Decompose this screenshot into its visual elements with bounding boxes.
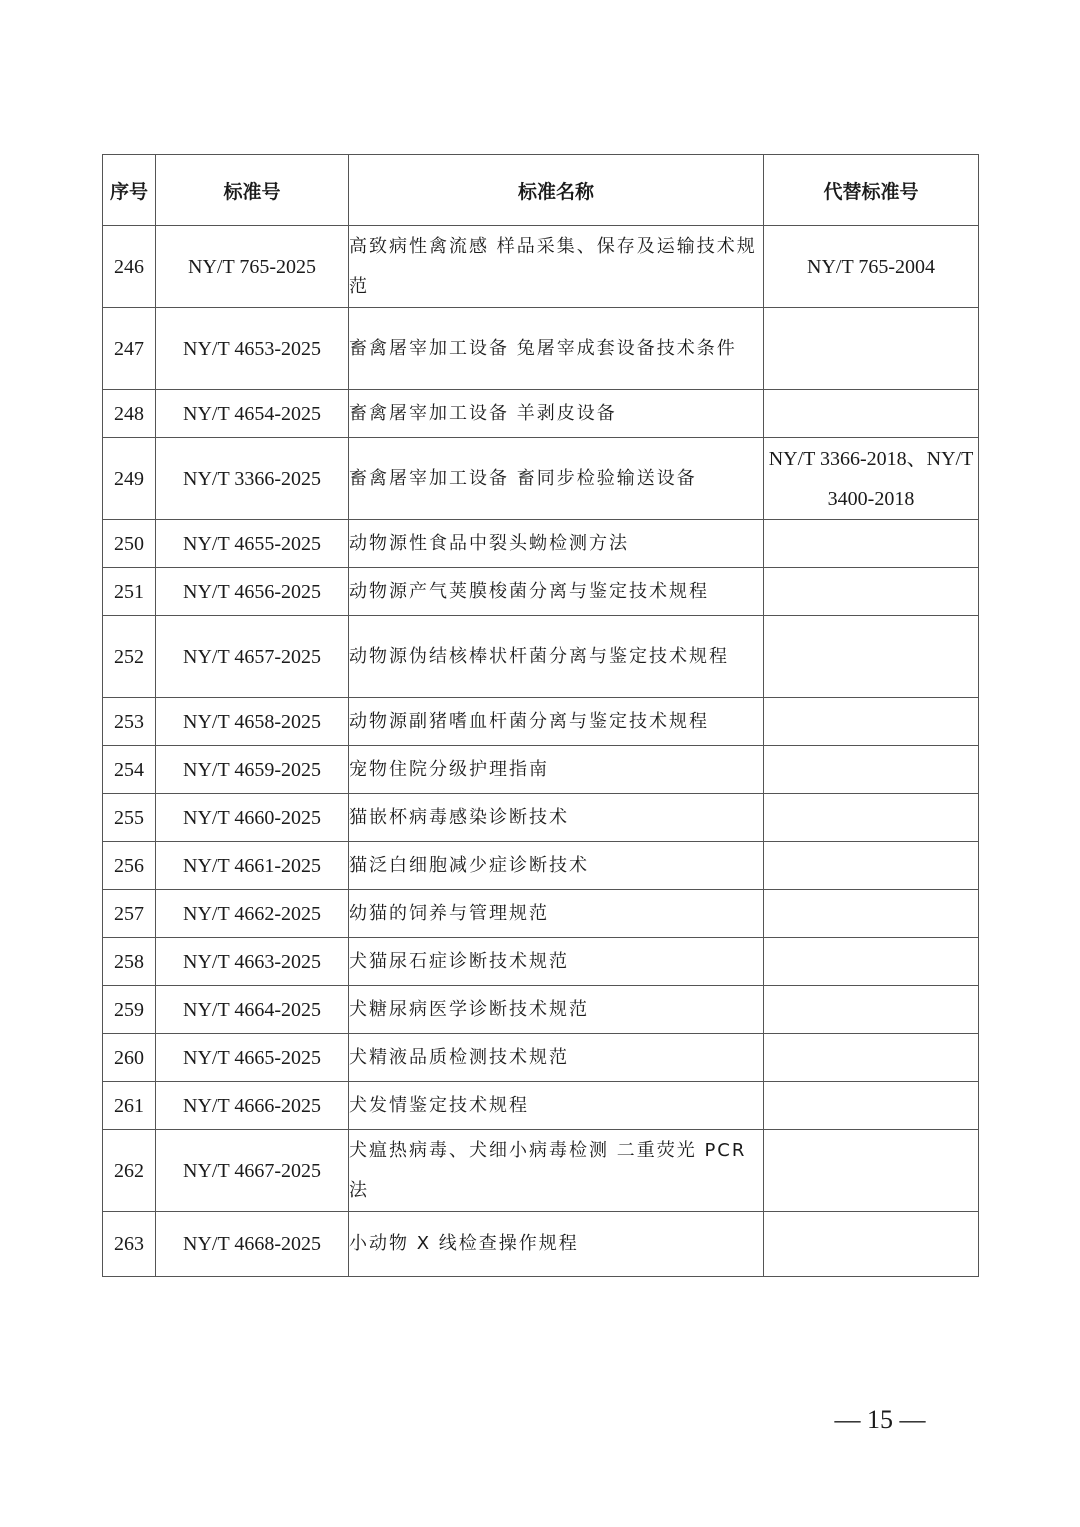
- cell-replaced-standard: [764, 746, 979, 794]
- cell-replaced-standard: [764, 1034, 979, 1082]
- cell-replaced-standard: [764, 698, 979, 746]
- cell-replaced-standard: NY/T 3366-2018、NY/T 3400-2018: [764, 438, 979, 520]
- table-row: [103, 842, 979, 890]
- cell-seq: 261: [103, 1082, 156, 1130]
- cell-standard-number: NY/T 4665-2025: [156, 1034, 349, 1082]
- cell-seq: 262: [103, 1130, 156, 1212]
- cell-replaced-standard: [764, 890, 979, 938]
- cell-standard-name: 犬糖尿病医学诊断技术规范: [349, 986, 764, 1034]
- cell-seq: 263: [103, 1212, 156, 1277]
- header-seq: 序号: [103, 155, 156, 226]
- table-row: [103, 794, 979, 842]
- table-row: [103, 1130, 979, 1212]
- cell-standard-name: 犬精液品质检测技术规范: [349, 1034, 764, 1082]
- cell-replaced-standard: [764, 1082, 979, 1130]
- table-row: [103, 1082, 979, 1130]
- cell-standard-name: 犬发情鉴定技术规程: [349, 1082, 764, 1130]
- cell-seq: 259: [103, 986, 156, 1034]
- cell-seq: 258: [103, 938, 156, 986]
- header-standard-number: 标准号: [156, 155, 349, 226]
- table-row: [103, 890, 979, 938]
- cell-replaced-standard: [764, 842, 979, 890]
- table-row: [103, 938, 979, 986]
- cell-standard-number: NY/T 4658-2025: [156, 698, 349, 746]
- cell-standard-number: NY/T 3366-2025: [156, 438, 349, 520]
- table-row: [103, 438, 979, 520]
- cell-standard-name: 犬瘟热病毒、犬细小病毒检测 二重荧光 PCR 法: [349, 1130, 764, 1212]
- cell-seq: 256: [103, 842, 156, 890]
- standards-table: [102, 154, 979, 1277]
- cell-standard-number: NY/T 4663-2025: [156, 938, 349, 986]
- cell-standard-number: NY/T 4660-2025: [156, 794, 349, 842]
- cell-standard-number: NY/T 4653-2025: [156, 308, 349, 390]
- header-standard-name: 标准名称: [349, 155, 764, 226]
- cell-standard-number: NY/T 4656-2025: [156, 568, 349, 616]
- cell-standard-name: 高致病性禽流感 样品采集、保存及运输技术规范: [349, 226, 764, 308]
- cell-seq: 255: [103, 794, 156, 842]
- cell-standard-number: NY/T 4659-2025: [156, 746, 349, 794]
- cell-seq: 249: [103, 438, 156, 520]
- cell-replaced-standard: [764, 616, 979, 698]
- cell-replaced-standard: [764, 568, 979, 616]
- cell-seq: 246: [103, 226, 156, 308]
- header-replaced-standard: 代替标准号: [764, 155, 979, 226]
- table-row: [103, 986, 979, 1034]
- table-row: [103, 1212, 979, 1277]
- table-row: [103, 568, 979, 616]
- table-row: [103, 520, 979, 568]
- table-row: [103, 226, 979, 308]
- cell-standard-name: 畜禽屠宰加工设备 兔屠宰成套设备技术条件: [349, 308, 764, 390]
- cell-seq: 247: [103, 308, 156, 390]
- cell-replaced-standard: [764, 520, 979, 568]
- cell-standard-name: 小动物 X 线检查操作规程: [349, 1212, 764, 1277]
- cell-seq: 254: [103, 746, 156, 794]
- cell-seq: 251: [103, 568, 156, 616]
- cell-replaced-standard: [764, 986, 979, 1034]
- table-row: [103, 746, 979, 794]
- cell-standard-name: 猫嵌杯病毒感染诊断技术: [349, 794, 764, 842]
- cell-seq: 257: [103, 890, 156, 938]
- cell-standard-name: 动物源产气荚膜梭菌分离与鉴定技术规程: [349, 568, 764, 616]
- table-header-row: [103, 155, 979, 226]
- cell-standard-number: NY/T 4667-2025: [156, 1130, 349, 1212]
- cell-standard-number: NY/T 4668-2025: [156, 1212, 349, 1277]
- page-number: — 15 —: [834, 1405, 926, 1434]
- cell-standard-number: NY/T 4661-2025: [156, 842, 349, 890]
- cell-seq: 260: [103, 1034, 156, 1082]
- cell-standard-number: NY/T 4657-2025: [156, 616, 349, 698]
- cell-replaced-standard: [764, 390, 979, 438]
- cell-standard-name: 畜禽屠宰加工设备 畜同步检验输送设备: [349, 438, 764, 520]
- cell-standard-number: NY/T 765-2025: [156, 226, 349, 308]
- cell-standard-name: 畜禽屠宰加工设备 羊剥皮设备: [349, 390, 764, 438]
- cell-replaced-standard: [764, 308, 979, 390]
- cell-standard-name: 动物源副猪嗜血杆菌分离与鉴定技术规程: [349, 698, 764, 746]
- table-row: [103, 616, 979, 698]
- cell-replaced-standard: [764, 938, 979, 986]
- cell-standard-number: NY/T 4662-2025: [156, 890, 349, 938]
- cell-standard-name: 猫泛白细胞减少症诊断技术: [349, 842, 764, 890]
- cell-seq: 252: [103, 616, 156, 698]
- table-row: [103, 308, 979, 390]
- cell-standard-name: 幼猫的饲养与管理规范: [349, 890, 764, 938]
- cell-standard-name: 动物源性食品中裂头蚴检测方法: [349, 520, 764, 568]
- cell-replaced-standard: [764, 794, 979, 842]
- cell-seq: 248: [103, 390, 156, 438]
- cell-replaced-standard: [764, 1130, 979, 1212]
- cell-standard-number: NY/T 4666-2025: [156, 1082, 349, 1130]
- cell-standard-number: NY/T 4664-2025: [156, 986, 349, 1034]
- cell-standard-name: 犬猫尿石症诊断技术规范: [349, 938, 764, 986]
- table-row: [103, 698, 979, 746]
- table-row: [103, 390, 979, 438]
- cell-replaced-standard: NY/T 765-2004: [764, 226, 979, 308]
- cell-standard-name: 宠物住院分级护理指南: [349, 746, 764, 794]
- cell-standard-number: NY/T 4654-2025: [156, 390, 349, 438]
- cell-seq: 253: [103, 698, 156, 746]
- table-row: [103, 1034, 979, 1082]
- cell-standard-name: 动物源伪结核棒状杆菌分离与鉴定技术规程: [349, 616, 764, 698]
- cell-seq: 250: [103, 520, 156, 568]
- cell-standard-number: NY/T 4655-2025: [156, 520, 349, 568]
- cell-replaced-standard: [764, 1212, 979, 1277]
